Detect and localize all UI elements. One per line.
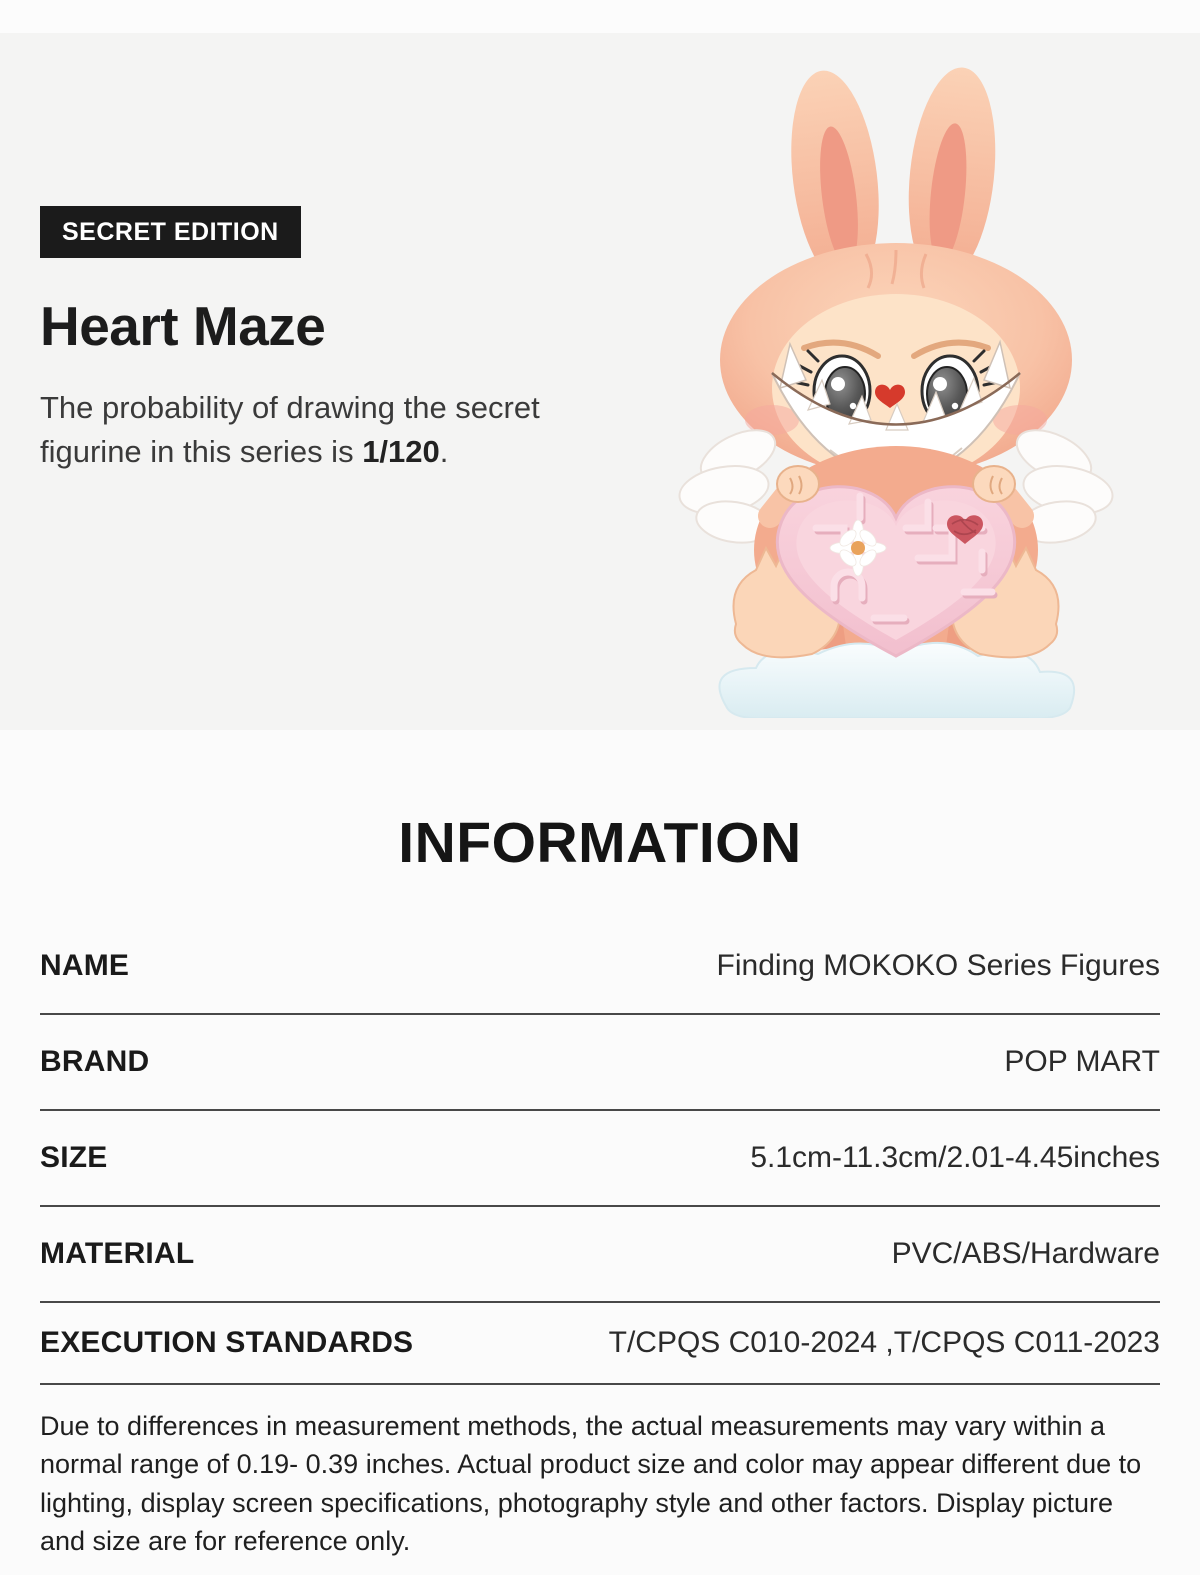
spec-label: MATERIAL [40, 1237, 195, 1270]
spec-row-name [40, 919, 1160, 1015]
spec-row-execution-standards [40, 1303, 1160, 1385]
top-strip [0, 0, 1200, 33]
spec-value: T/CPQS C010-2024 ,T/CPQS C011-2023 [608, 1326, 1160, 1359]
probability-text-prefix: The probability of drawing the secret figurine in this series is [40, 389, 540, 470]
spec-label: BRAND [40, 1045, 150, 1078]
probability-text-suffix: . [439, 434, 449, 470]
product-title: Heart Maze [40, 295, 326, 357]
figure-illustration [630, 58, 1170, 718]
spec-label: EXECUTION STANDARDS [40, 1326, 414, 1359]
secret-edition-badge: SECRET EDITION [40, 206, 301, 258]
spec-row-brand [40, 1015, 1160, 1111]
spec-value: POP MART [1004, 1045, 1160, 1078]
spec-value: Finding MOKOKO Series Figures [716, 949, 1160, 982]
product-image [630, 58, 1170, 718]
spec-label: NAME [40, 949, 130, 982]
spec-row-size [40, 1111, 1160, 1207]
spec-table [40, 919, 1160, 1385]
probability-text [40, 386, 610, 475]
spec-value: 5.1cm-11.3cm/2.01-4.45inches [750, 1141, 1160, 1174]
disclaimer-text: Due to differences in measurement methods, the actual measurements may vary within a normal range of 0.19- 0.39 inches. Actual product size and color may appear different due to lighting, display screen specifications, photography style and other factors. Display picture and size are for reference only. [40, 1411, 1142, 1556]
hero-section [0, 33, 1200, 730]
spec-label: SIZE [40, 1141, 108, 1174]
information-title: INFORMATION [398, 811, 802, 875]
probability-ratio: 1/120 [362, 434, 440, 470]
spec-row-material [40, 1207, 1160, 1303]
hero-text-block [40, 33, 620, 474]
spec-value: PVC/ABS/Hardware [891, 1237, 1160, 1270]
information-section [0, 811, 1200, 1560]
